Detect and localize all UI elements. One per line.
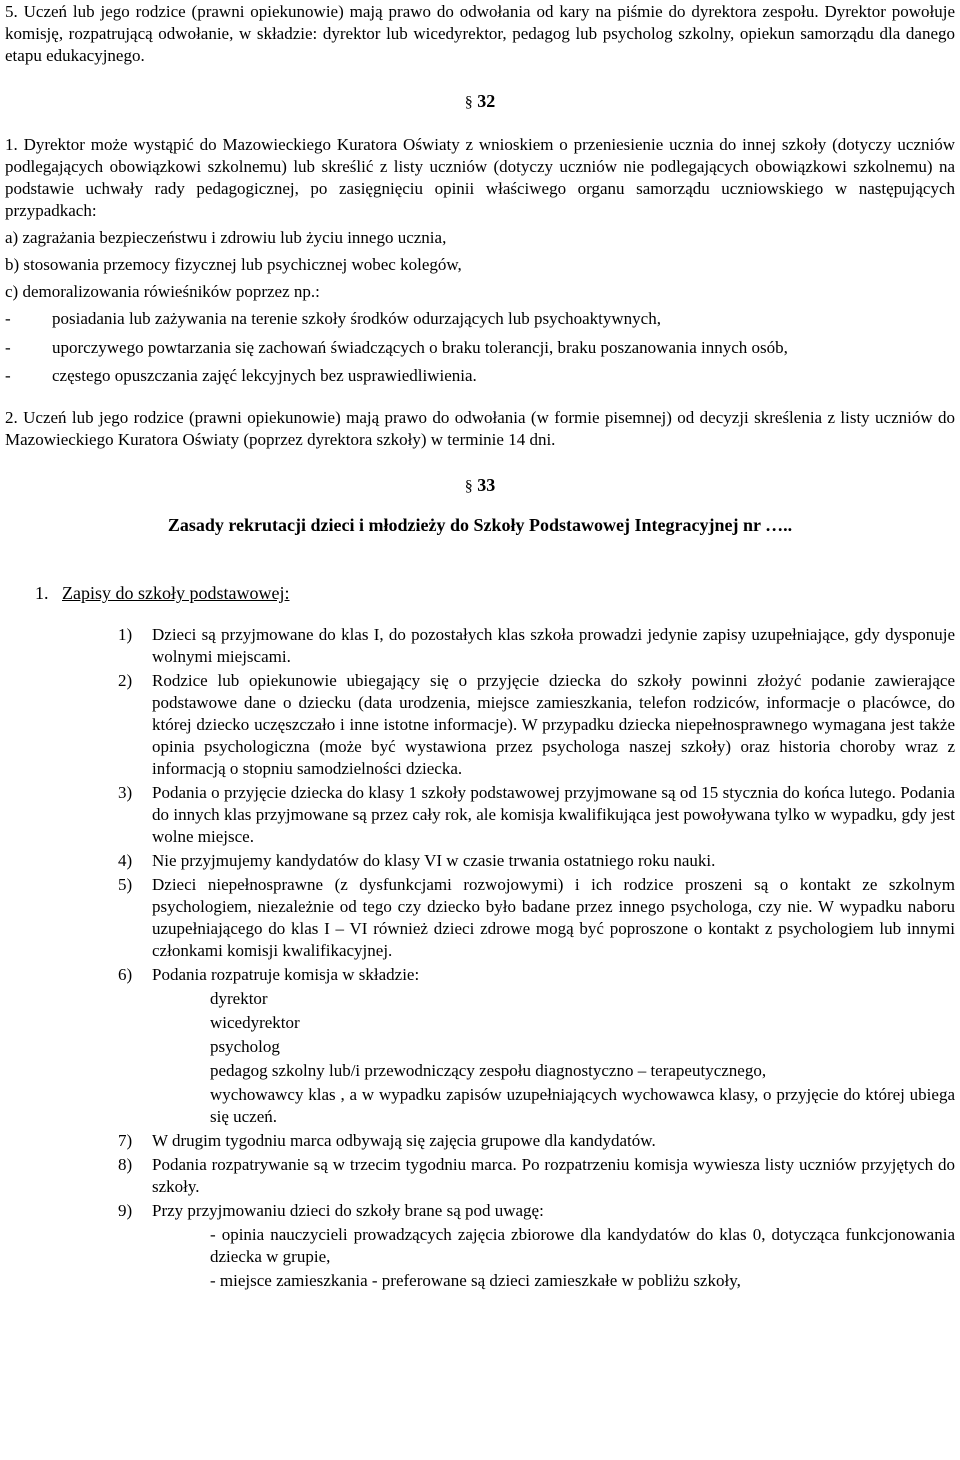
case-c: c) demoralizowania rówieśników poprzez np.: [5, 282, 320, 301]
consideration-item: - opinia nauczycieli prowadzących zajęcia zbiorowe dla kandydatów do klas 0, dotycząca funkcjonowania dziecka w grupie, [210, 1225, 955, 1266]
committee-member: dyrektor [210, 989, 268, 1008]
item-number: 2) [118, 671, 133, 690]
bullet-item [5, 365, 955, 387]
bullet-dash: - [5, 366, 11, 385]
item-number: 3) [118, 783, 133, 802]
section-number: 32 [477, 91, 496, 111]
section-33-title: Zasady rekrutacji dzieci i młodzieży do Szkoły Podstawowej Integracyjnej nr ….. [167, 515, 793, 535]
list-item [5, 850, 955, 872]
item-text: Dzieci niepełnosprawne (z dysfunkcjami rozwojowymi) i ich rodzice proszeni są o kontakt ze szkolnym psychologiem, niezależnie od tego czy dziecko było badane przez innego psychologa, czy nie. W wypadku naboru uzupełniającego do klas I – VI również dzieci zdrowe mogą być poproszone o kontakt z psychologiem lub innymi członkami komisji kwalifikacyjnej. [152, 875, 955, 960]
admission-rules-list [5, 624, 955, 1292]
section-32-paragraph-1: 1. Dyrektor może wystąpić do Mazowieckiego Kuratora Oświaty z wnioskiem o przeniesienie ucznia do innej szkoły (dotyczy uczniów podlegających obowiązkowi szkolnemu) lub skreślić z listy uczniów (dotyczy uczniów nie podlegających obowiązkowi szkolnemu) na podstawie uchwały rady pedagogicznej, po zasięgnięciu opinii właściwego organu samorządu uczniowskiego w następujących przypadkach: [5, 135, 955, 220]
section-sign: § [464, 478, 473, 495]
item-number: 8) [118, 1155, 133, 1174]
consideration-item: - miejsce zamieszkania - preferowane są dzieci zamieszkałe w pobliżu szkoły, [210, 1271, 741, 1290]
item-text: Podania o przyjęcie dziecka do klasy 1 szkoły podstawowej przyjmowane są od 15 stycznia do końca lutego. Podania do innych klas przyjmowane są przez cały rok, ale komisja kwalifikująca jest powoływana tylko w wypadku, gdy jest wolne miejsce. [152, 783, 955, 846]
item-text: W drugim tygodniu marca odbywają się zajęcia grupowe dla kandydatów. [152, 1131, 656, 1150]
item-text: Dzieci są przyjmowane do klas I, do pozostałych klas szkoła prowadzi jedynie zapisy uzupełniające, gdy dysponuje wolnymi miejscami. [152, 625, 955, 666]
list-item [5, 1154, 955, 1198]
bullet-dash: - [5, 309, 11, 328]
item-text: Podania rozpatrywanie są w trzecim tygodniu marca. Po rozpatrzeniu komisja wywiesza listy uczniów przyjętych do szkoły. [152, 1155, 955, 1196]
bullet-text: posiadania lub zażywania na terenie szkoły środków odurzających lub psychoaktywnych, [52, 309, 661, 328]
subsection-heading [5, 582, 955, 604]
item-number: 6) [118, 965, 133, 984]
subsection-number: 1. [35, 583, 49, 603]
bullet-item [5, 337, 955, 359]
section-33-heading [5, 474, 955, 498]
item-text: Rodzice lub opiekunowie ubiegający się o przyjęcie dziecka do szkoły powinni złożyć podanie zawierające podstawowe dane o dziecku (data urodzenia, miejsce zamieszkania, telefon rodziców, informacje o placówce, do której dziecko uczęszczało i inne istotne informacje). W przypadku dziecka niepełnosprawnego wymagana jest także opinia psychologiczna (może być wystawiona przez psychologa naszej szkoły) oraz historia choroby wraz z informacją o stopniu samodzielności dziecka. [152, 671, 955, 778]
committee-member: wicedyrektor [210, 1013, 300, 1032]
bullet-item [5, 308, 955, 330]
item-number: 5) [118, 875, 133, 894]
item-number: 7) [118, 1131, 133, 1150]
item-number: 4) [118, 851, 133, 870]
list-item [5, 874, 955, 962]
case-b: b) stosowania przemocy fizycznej lub psychicznej wobec kolegów, [5, 255, 462, 274]
section-number: 33 [477, 475, 496, 495]
bullet-dash: - [5, 338, 11, 357]
list-item [5, 1200, 955, 1222]
section-32-heading [5, 90, 955, 114]
item-text: Nie przyjmujemy kandydatów do klasy VI w czasie trwania ostatniego roku nauki. [152, 851, 716, 870]
committee-member: psycholog [210, 1037, 280, 1056]
committee-member: pedagog szkolny lub/i przewodniczący zespołu diagnostyczno – terapeutycznego, [210, 1061, 767, 1080]
list-item [5, 782, 955, 848]
paragraph-5: 5. Uczeń lub jego rodzice (prawni opiekunowie) mają prawo do odwołania od kary na piśmie do dyrektora zespołu. Dyrektor powołuje komisję, rozpatrującą odwołanie, w składzie: dyrektor lub wicedyrektor, pedagog lub psycholog szkolny, opiekun samorządu dla danego etapu edukacyjnego. [5, 2, 955, 65]
item-number: 9) [118, 1201, 133, 1220]
item-text: Podania rozpatruje komisja w składzie: [152, 965, 420, 984]
case-a: a) zagrażania bezpieczeństwu i zdrowiu lub życiu innego ucznia, [5, 228, 447, 247]
bullet-text: częstego opuszczania zajęć lekcyjnych bez usprawiedliwienia. [52, 366, 477, 385]
document-page [5, 0, 955, 1292]
list-item [5, 670, 955, 780]
section-32-paragraph-2: 2. Uczeń lub jego rodzice (prawni opiekunowie) mają prawo do odwołania (w formie pisemnej) od decyzji skreślenia z listy uczniów do Mazowieckiego Kuratora Oświaty (poprzez dyrektora szkoły) w terminie 14 dni. [5, 408, 955, 449]
subsection-title: Zapisy do szkoły podstawowej: [62, 583, 290, 603]
item-number: 1) [118, 625, 133, 644]
committee-member: wychowawcy klas , a w wypadku zapisów uzupełniających wychowawca klasy, o przyjęcie do której ubiega się uczeń. [210, 1085, 955, 1126]
section-sign: § [464, 94, 473, 111]
bullet-text: uporczywego powtarzania się zachowań świadczących o braku tolerancji, braku poszanowania innych osób, [52, 338, 788, 357]
item-text: Przy przyjmowaniu dzieci do szkoły brane są pod uwagę: [152, 1201, 544, 1220]
list-item [5, 964, 955, 986]
list-item [5, 1130, 955, 1152]
list-item [5, 624, 955, 668]
